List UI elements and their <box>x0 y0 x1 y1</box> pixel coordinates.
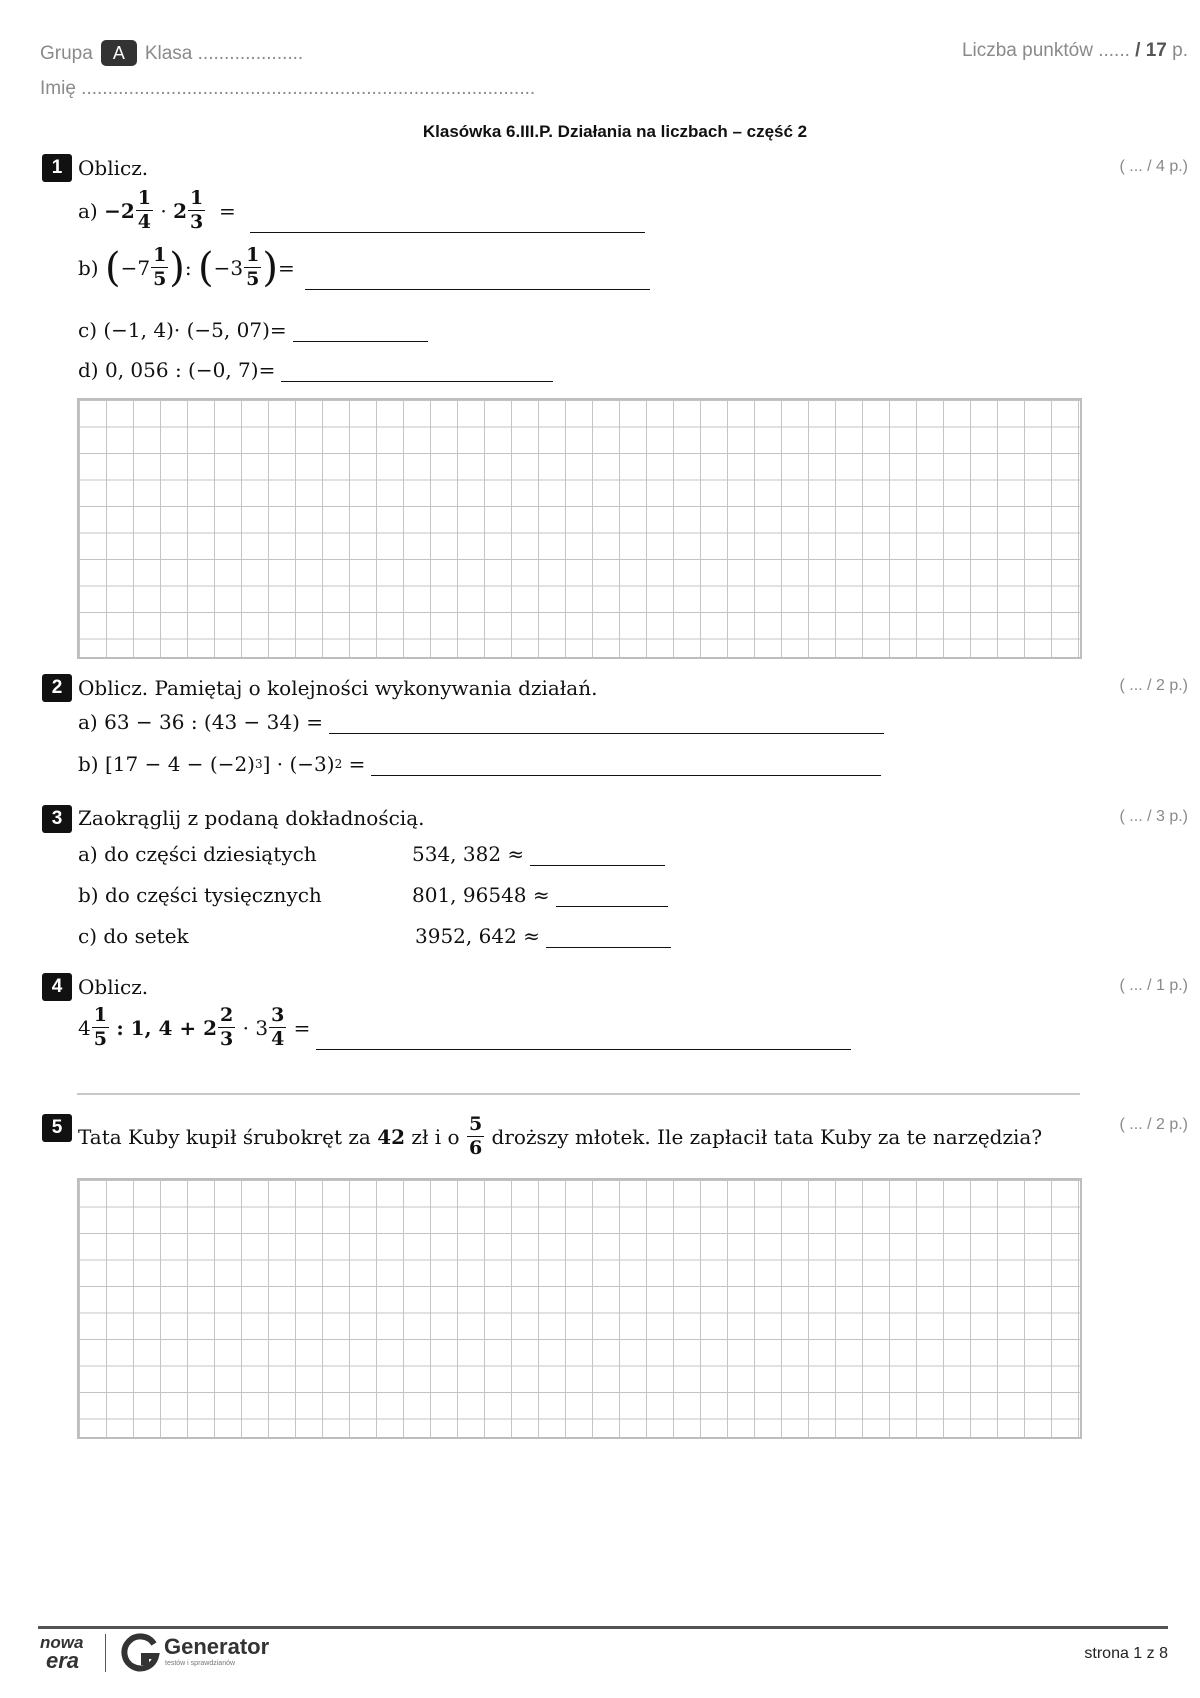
question-2-points: ( ... / 2 p.) <box>1119 677 1188 694</box>
text-part: Tata Kuby kupił śrubokręt za <box>78 1124 371 1149</box>
question-1-points: ( ... / 4 p.) <box>1119 158 1188 175</box>
question-5-text <box>78 1115 1042 1158</box>
equals: = <box>293 1015 311 1040</box>
q3-item-b-value <box>412 883 668 907</box>
denominator: 3 <box>220 1028 234 1050</box>
item-label: a) <box>78 710 98 734</box>
question-4-points: ( ... / 1 p.) <box>1119 977 1188 994</box>
expression-part: [17 − 4 − (−2) <box>104 752 255 776</box>
question-number-2: 2 <box>42 674 72 702</box>
paren-close: ) <box>262 244 278 291</box>
numerator: 1 <box>246 244 260 266</box>
mixed-whole: −2 <box>104 198 135 223</box>
header-grupa <box>40 40 303 66</box>
question-number-1: 1 <box>42 154 72 182</box>
question-number-3: 3 <box>42 805 72 833</box>
section-divider <box>77 1093 1080 1095</box>
item-label: d) <box>78 358 99 382</box>
amount: 42 <box>377 1124 406 1149</box>
question-3-text: Zaokrąglij z podaną dokładnością. <box>78 806 425 830</box>
question-3-points: ( ... / 3 p.) <box>1119 808 1188 825</box>
equals: = <box>348 752 366 776</box>
generator-title: Generator <box>164 1634 270 1659</box>
q1-item-d <box>78 358 553 382</box>
work-grid-5[interactable] <box>77 1178 1082 1439</box>
item-label: c) do setek <box>78 924 189 948</box>
operator: · <box>160 198 167 223</box>
q2-item-a <box>78 710 884 734</box>
question-number-4: 4 <box>42 973 72 1001</box>
grupa-badge: A <box>101 40 137 66</box>
q1-item-a <box>78 188 645 233</box>
q3-item-a-value <box>412 842 665 866</box>
expression: 63 − 36 : (43 − 34) = <box>104 710 324 734</box>
item-label: b) <box>78 752 99 776</box>
expression-part: ] · (−3) <box>262 752 335 776</box>
logo-line2: era <box>46 1648 80 1673</box>
item-label: c) <box>78 318 98 342</box>
answer-line[interactable] <box>530 843 665 866</box>
paren-close: ) <box>169 244 185 291</box>
points-suffix: p. <box>1172 40 1188 61</box>
mixed-whole: 2 <box>173 198 188 223</box>
q1-item-c <box>78 318 428 342</box>
paren-open: ( <box>104 244 121 291</box>
generator-icon <box>120 1632 162 1674</box>
denominator: 5 <box>246 268 260 290</box>
numerator: 1 <box>153 244 167 266</box>
points-label: Liczba punktów ...... <box>961 40 1130 61</box>
expression: (−1, 4)· (−5, 07)= <box>103 318 287 342</box>
imie-label: Imię ...................................................................................... <box>40 78 536 99</box>
numerator: 2 <box>220 1004 234 1026</box>
answer-line[interactable] <box>329 711 884 734</box>
nowa-era-logo <box>40 1633 95 1673</box>
q3-item-a <box>78 842 317 866</box>
mixed-whole: −3 <box>213 255 244 280</box>
answer-line[interactable] <box>556 884 668 907</box>
generator-subtitle: testów i sprawdzianów <box>165 1660 236 1667</box>
fraction <box>244 246 261 289</box>
value: 3952, 642 ≈ <box>415 924 540 948</box>
q4-expression <box>78 1005 851 1050</box>
denominator: 5 <box>93 1028 107 1050</box>
fraction <box>136 189 153 232</box>
answer-line[interactable] <box>250 210 645 233</box>
value: 534, 382 ≈ <box>412 842 525 866</box>
question-2-text: Oblicz. Pamiętaj o kolejności wykonywania działań. <box>78 676 598 700</box>
numerator: 1 <box>190 187 204 209</box>
item-label: a) do części dziesiątych <box>78 842 317 866</box>
q3-item-c-value <box>415 924 671 948</box>
numerator: 1 <box>93 1004 107 1026</box>
expression: 0, 056 : (−0, 7)= <box>104 358 276 382</box>
klasa-label: Klasa .................... <box>144 43 304 64</box>
q2-item-b <box>78 752 881 776</box>
fraction <box>269 1006 286 1049</box>
question-4-text: Oblicz. <box>78 975 149 999</box>
mixed-whole: 4 <box>78 1015 91 1040</box>
value: 801, 96548 ≈ <box>412 883 550 907</box>
page-number: strona 1 z 8 <box>1084 1645 1168 1662</box>
answer-line[interactable] <box>281 359 553 382</box>
q3-item-c <box>78 924 189 948</box>
exponent: 2 <box>334 757 343 771</box>
denominator: 5 <box>153 268 167 290</box>
numerator: 3 <box>271 1004 285 1026</box>
denominator: 3 <box>190 211 204 233</box>
fraction <box>92 1006 109 1049</box>
page-title: Klasówka 6.III.P. Działania na liczbach – część 2 <box>422 122 808 141</box>
mixed-whole: −7 <box>120 255 151 280</box>
exponent: 3 <box>254 757 263 771</box>
q1-item-b <box>78 245 650 290</box>
footer-rule <box>38 1626 1168 1629</box>
text-part: zł i o <box>411 1124 460 1149</box>
answer-line[interactable] <box>305 267 650 290</box>
denominator: 4 <box>271 1028 285 1050</box>
grupa-label: Grupa <box>40 43 93 64</box>
fraction <box>218 1006 235 1049</box>
text-part: droższy młotek. Ile zapłacił tata Kuby za te narzędzia? <box>491 1124 1043 1149</box>
work-grid-1[interactable] <box>77 398 1082 659</box>
answer-line[interactable] <box>316 1027 851 1050</box>
fraction <box>467 1115 484 1158</box>
answer-line[interactable] <box>371 753 881 776</box>
operator: : <box>184 255 192 280</box>
points-total: / 17 <box>1135 40 1167 61</box>
fraction <box>151 246 168 289</box>
numerator: 5 <box>468 1113 483 1135</box>
denominator: 4 <box>137 211 152 233</box>
answer-line[interactable] <box>293 319 428 342</box>
question-1-text: Oblicz. <box>78 156 149 180</box>
answer-line[interactable] <box>546 925 671 948</box>
header-points <box>962 40 1188 62</box>
question-number-5: 5 <box>42 1114 72 1142</box>
denominator: 6 <box>468 1137 483 1159</box>
q3-item-b <box>78 883 322 907</box>
expression-part: : 1, 4 + 2 <box>116 1015 218 1040</box>
equals: = <box>218 198 236 223</box>
item-label: a) <box>78 198 98 223</box>
item-label: b) do części tysięcznych <box>78 883 322 907</box>
paren-open: ( <box>198 244 214 291</box>
logo-line1: nowa <box>40 1633 84 1652</box>
logo-separator <box>105 1634 106 1672</box>
fraction <box>188 189 205 232</box>
equals: = <box>277 255 295 280</box>
numerator: 1 <box>137 187 152 209</box>
item-label: b) <box>78 255 99 280</box>
expression-part: · 3 <box>242 1015 269 1040</box>
question-5-points: ( ... / 2 p.) <box>1119 1116 1188 1133</box>
